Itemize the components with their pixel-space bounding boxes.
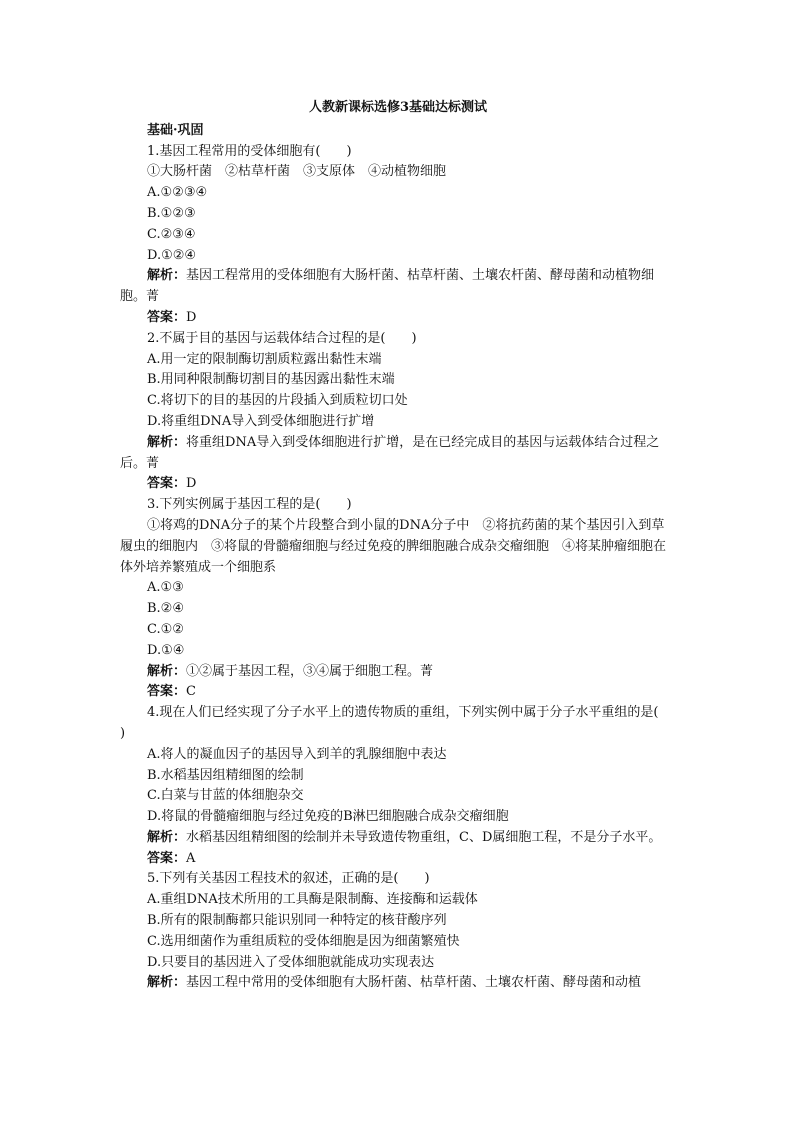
answer-label: 答案： — [147, 684, 187, 700]
option-c: C.将切下的目的基因的片段插入到质粒切口处 — [147, 393, 408, 409]
answer-label: 答案： — [147, 850, 187, 866]
analysis-label: 解析： — [147, 268, 187, 284]
option-b: B.①②③ — [147, 205, 196, 221]
option-d: D.将重组DNA导入到受体细胞进行扩增 — [147, 413, 375, 429]
option-c: C.选用细菌作为重组质粒的受体细胞是因为细菌繁殖快 — [147, 933, 460, 949]
answer — [120, 474, 676, 495]
answer-label: 答案： — [147, 309, 187, 325]
analysis — [120, 662, 676, 683]
option-a: A.重组DNA技术所用的工具酶是限制酶、连接酶和运载体 — [147, 892, 478, 908]
section-heading: 基础·巩固 — [147, 122, 204, 138]
option-d: D.①②④ — [147, 247, 197, 263]
option-d: D.只要目的基因进入了受体细胞就能成功实现表达 — [147, 954, 435, 970]
answer-label: 答案： — [147, 476, 187, 492]
option-a: A.将人的凝血因子的基因导入到羊的乳腺细胞中表达 — [147, 746, 447, 762]
option-b: B.所有的限制酶都只能识别同一种特定的核苷酸序列 — [147, 913, 447, 929]
analysis-text: 将重组DNA导入到受体细胞进行扩增，是在已经完成目的基因与运载体结合过程之后。菁 — [120, 434, 660, 471]
option-b: B.②④ — [147, 601, 184, 617]
option-c: C.①② — [147, 621, 184, 637]
option-d: D.①④ — [147, 642, 185, 658]
answer — [120, 682, 676, 703]
answer-value: A — [186, 850, 196, 866]
document-page — [120, 98, 685, 994]
question-items: ①大肠杆菌 ②枯草杆菌 ③支原体 ④动植物细胞 — [147, 164, 447, 180]
answer-value: D — [186, 476, 197, 492]
analysis-text: 基因工程中常用的受体细胞有大肠杆菌、枯草杆菌、土壤农杆菌、酵母菌和动植 — [186, 975, 642, 991]
question-5 — [120, 869, 676, 994]
analysis-label: 解析： — [147, 975, 187, 991]
answer — [120, 308, 676, 329]
analysis-text: ①②属于基因工程，③④属于细胞工程。菁 — [186, 663, 434, 679]
option-c: C.②③④ — [147, 226, 196, 242]
analysis — [120, 433, 676, 475]
analysis-label: 解析： — [147, 663, 187, 679]
answer-value: C — [186, 684, 196, 700]
question-stem: 1.基因工程常用的受体细胞有( ) — [147, 143, 352, 159]
analysis — [120, 973, 676, 994]
analysis — [120, 828, 676, 849]
question-items: ①将鸡的DNA分子的某个片段整合到小鼠的DNA分子中 ②将抗药菌的某个基因引入到草履虫的细胞内 ③将鼠的骨髓瘤细胞与经过免疫的脾细胞融合成杂交瘤细胞 ④将某肿瘤细胞在体外培养繁殖成一个细胞系 — [120, 517, 667, 575]
answer — [120, 849, 676, 870]
option-c: C.白菜与甘蓝的体细胞杂交 — [147, 788, 304, 804]
question-stem: 5.下列有关基因工程技术的叙述，正确的是( ) — [147, 871, 430, 887]
question-stem: 4.现在人们已经实现了分子水平上的遗传物质的重组，下列实例中属于分子水平重组的是( ) — [120, 705, 685, 741]
analysis — [120, 266, 676, 308]
question-stem: 2.不属于目的基因与运载体结合过程的是( ) — [147, 330, 417, 346]
analysis-label: 解析： — [147, 434, 187, 450]
page-title: 人教新课标选修3基础达标测试 — [308, 100, 488, 115]
analysis-text: 水稻基因组精细图的绘制并未导致遗传物重组，C、D属细胞工程，不是分子水平。 — [186, 829, 662, 845]
analysis-label: 解析： — [147, 829, 187, 845]
option-a: A.①②③④ — [147, 185, 208, 201]
option-b: B.水稻基因组精细图的绘制 — [147, 767, 304, 783]
question-2 — [120, 329, 676, 495]
question-stem: 3.下列实例属于基因工程的是( ) — [147, 497, 352, 513]
option-d: D.将鼠的骨髓瘤细胞与经过免疫的B淋巴细胞融合成杂交瘤细胞 — [147, 809, 509, 825]
question-1 — [120, 142, 676, 329]
question-3 — [120, 495, 676, 703]
option-b: B.用同种限制酶切割目的基因露出黏性末端 — [147, 372, 395, 388]
analysis-text: 基因工程常用的受体细胞有大肠杆菌、枯草杆菌、土壤农杆菌、酵母菌和动植物细胞。菁 — [120, 268, 655, 305]
question-4 — [120, 703, 685, 869]
option-a: A.用一定的限制酶切割质粒露出黏性末端 — [147, 351, 382, 367]
option-a: A.①③ — [147, 580, 184, 596]
answer-value: D — [186, 309, 197, 325]
